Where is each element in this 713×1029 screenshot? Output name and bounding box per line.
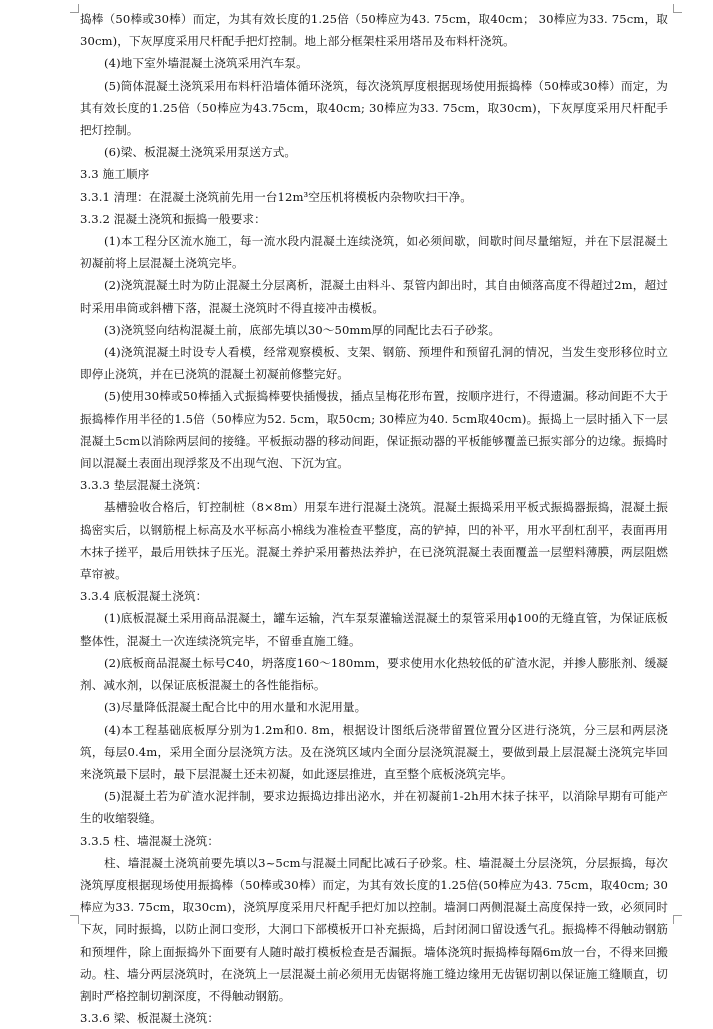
crop-mark-top-left xyxy=(70,4,79,13)
paragraph: (4)本工程基础底板厚分别为1.2m和0. 8m，根据设计图纸后浇带留置位置分区进行浇筑，分三层和两层浇筑，每层0.4m，采用全面分层浇筑方法。及在浇筑区域内全面分层浇筑混凝土，要做到最上层混凝土浇筑完毕回来浇筑最下层时，最下层混凝土还未初凝，如此逐层推进，直至整个底板浇筑完毕。 xyxy=(80,722,668,781)
crop-mark-bottom-right xyxy=(673,915,682,924)
paragraph: 捣棒（50棒或30棒）而定，为其有效长度的1.25倍（50棒应为43. 75cm，取40cm； 30棒应为33. 75cm，取30cm)，下灰厚度采用尺杆配手把灯控制。地上部分框架柱采用塔吊及布料杆浇筑。 xyxy=(80,12,668,49)
section-heading: 3.3.4 底板混凝土浇筑： xyxy=(80,589,208,604)
paragraph: (2)底板商品混凝土标号C40，坍落度160～180mm，要求使用水化热较低的矿渣水泥，并掺人膨胀剂、缓凝剂、减水剂，以保证底板混凝土的各性能指标。 xyxy=(80,655,668,693)
section-heading: 3.3.5 柱、墙混凝土浇筑： xyxy=(80,833,220,848)
section-heading: 3.3.6 梁、板混凝土浇筑： xyxy=(80,1011,220,1026)
paragraph: 柱、墙混凝土浇筑前要先填以3~5cm与混凝土同配比减石子砂浆。柱、墙混凝土分层浇筑，分层振捣，每次浇筑厚度根据现场使用振捣棒（50棒或30棒）而定，为其有效长度的1.25倍(50棒应为43. 75cm，取40cm; 30棒应为33. 75cm，取30cm)，浇筑厚度采用尺杆配手把灯加以控制。墙洞口两侧混凝土高度保持一致，必须同时下灰，同时振捣，以防止洞口变形，大洞口下部模板开口补充振捣，后封闭洞口留设透气孔。振捣棒不得触动钢筋和预埋件，除上面振捣外下面要有人随时敲打模板检查是否漏振。墙体浇筑时振捣棒每隔6m放一台，不得来回搬动。柱、墙分两层浇筑时，在浇筑上一层混凝土前必须用无齿锯将施工缝边缘用无齿锯切割以保证施工缝顺直，切割时严格控制切割深度，不得触动钢筋。 xyxy=(80,855,668,1003)
crop-mark-top-right xyxy=(673,4,682,13)
paragraph: (6)梁、板混凝土浇筑采用泵送方式。 xyxy=(104,145,297,160)
paragraph: (5)混凝土若为矿渣水泥拌制，要求边振捣边排出泌水，并在初凝前1-2h用木抹子抹平，以消除早期有可能产生的收缩裂缝。 xyxy=(80,789,668,826)
section-heading: 3.3.2 混凝土浇筑和振捣一般要求： xyxy=(80,211,266,226)
paragraph: (1)本工程分区流水施工，每一流水段内混凝土连续浇筑，如必须间歇，间歇时间尽量缩短，并在下层混凝土初凝前将上层混凝土浇筑完毕。 xyxy=(80,234,668,271)
paragraph: (4)地下室外墙混凝土浇筑采用汽车泵。 xyxy=(104,56,308,71)
paragraph: (4)浇筑混凝土时设专人看模，经常观察模板、支架、钢筋、预埋件和预留孔洞的情况，当发生变形移位时立即停止浇筑，并在已浇筑的混凝土初凝前修整完好。 xyxy=(80,345,668,382)
paragraph: (5)使用30棒或50棒插入式振捣棒要快插慢拔，插点呈梅花形布置，按顺序进行，不得遗漏。移动间距不大于振捣棒作用半径的1.5倍（50棒应为52. 5cm，取50cm; 30棒应为40. 5cm取40cm)。振捣上一层时插入下一层混凝土5cm以消除两层间的接缝。平板振动器的移动间距，保证振动器的平板能够覆盖已振实部分的边缘。振捣时间以混凝土表面出现浮浆及不出现气泡、下沉为宜。 xyxy=(80,389,668,471)
section-heading: 3.3.3 垫层混凝土浇筑： xyxy=(80,478,208,493)
crop-mark-bottom-left xyxy=(70,915,79,924)
paragraph: (3)浇筑竖向结构混凝土前，底部先填以30～50mm厚的同配比去石子砂浆。 xyxy=(104,322,501,337)
section-heading: 3.3 施工顺序 xyxy=(80,167,150,182)
paragraph: (3)尽量降低混凝土配合比中的用水量和水泥用量。 xyxy=(104,700,367,715)
section-heading: 3.3.1 清理：在混凝土浇筑前先用一台12m³空压机将模板内杂物吹扫干净。 xyxy=(80,189,473,204)
paragraph: 基槽验收合格后，钉控制桩（8×8m）用泵车进行混凝土浇筑。混凝土振捣采用平板式振捣器振捣，混凝土振捣密实后，以钢筋棍上标高及水平标高小棉线为准检查平整度，高的铲掉，凹的补平，用水平刮杠刮平，表面再用木抹子搓平，最后用铁抹子压光。混凝土养护采用蓄热法养护，在已浇筑混凝土表面覆盖一层塑料薄膜，两层阻燃草帘被。 xyxy=(80,500,668,582)
paragraph: (1)底板混凝土采用商品混凝土，罐车运输，汽车泵泵灌输送混凝土的泵管采用ϕ100的无缝直管，为保证底板整体性，混凝土一次连续浇筑完毕，不留垂直施工缝。 xyxy=(80,611,668,648)
document-body xyxy=(80,8,668,1029)
paragraph: (5)筒体混凝土浇筑采用布料杆沿墙体循环浇筑，每次浇筑厚度根据现场使用振捣棒（50棒或30棒）而定，为其有效长度的1.25倍（50棒应为43.75cm，取40cm; 30棒应为33. 75cm，取30cm)，下灰厚度采用尺杆配手把灯控制。 xyxy=(80,78,668,138)
paragraph: (2)浇筑混凝土时为防止混凝土分层离析，混凝土由料斗、泵管内卸出时，其自由倾落高度不得超过2m，超过时采用串筒或斜槽下落，混凝土浇筑时不得直接冲击模板。 xyxy=(80,278,668,315)
